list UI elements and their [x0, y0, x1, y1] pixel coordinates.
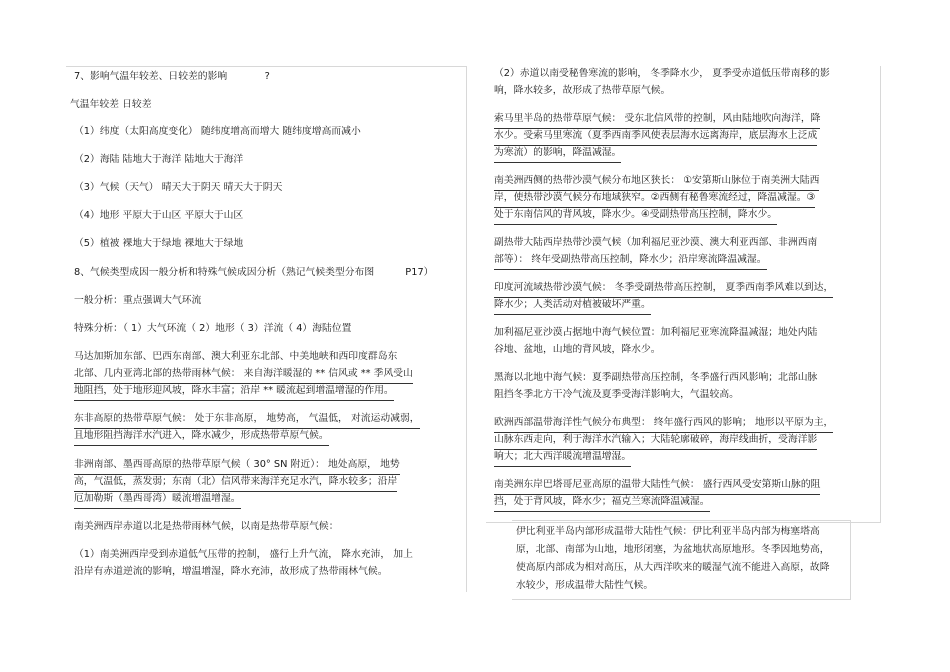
- rainforest-line-3: 地阻挡，处于地形迎风坡，降水丰富；沿岸 ** 暖流起到增温增湿的作用。: [74, 383, 394, 401]
- special-analysis: 特殊分析：（ 1）大气环流（ 2）地形（ 3）洋流（ 4）海陆位置: [74, 323, 352, 334]
- sa-west-coast-2-line-2: 响，降水较多，故形成了热带草原气候。: [494, 85, 671, 96]
- q7-item-5: （5）植被 裸地大于绿地 裸地大于绿地: [74, 238, 244, 249]
- subtropical-desert-line-1: 副热带大陆西岸热带沙漠气候（加利福尼亚沙漠、澳大利亚西部、非洲西南: [494, 237, 818, 248]
- q7-item-4: （4）地形 平原大于山区 平原大于山区: [74, 210, 244, 221]
- patagonia-line-1: 南美洲东岸巴塔哥尼亚高原的温带大陆性气候： 盛行西风受安第斯山脉的阻: [494, 477, 820, 495]
- south-africa-line-1: 非洲南部、墨西哥高原的热带草原气候（ 30° SN 附近）： 地处高原， 地势: [74, 457, 400, 475]
- black-sea-line-1: 黑海以北地中海气候：夏季副热带高压控制，冬季盛行西风影响；北部山脉: [494, 372, 818, 383]
- east-africa-line-2: 且地形阻挡海洋水汽进入，降水减少，形成热带草原气候。: [74, 428, 329, 446]
- indus-line-1: 印度河流域热带沙漠气候： 冬季受副热带高压控制， 夏季西南季风难以到达，: [494, 280, 833, 298]
- q8-page-ref: P17）: [405, 267, 434, 278]
- rainforest-line-1: 马达加斯加东部、巴西东南部、澳大利亚东北部、中美地峡和西印度群岛东: [74, 351, 398, 362]
- sa-west-coast-heading: 南美洲西岸赤道以北是热带雨林气候，以南是热带草原气候：: [74, 521, 339, 532]
- general-analysis: 一般分析：重点强调大气环流: [74, 295, 202, 306]
- subtropical-desert-line-2: 部等）： 终年受副热带高压控制，降水少；沿岸寒流降温减湿。: [494, 252, 767, 270]
- iberia-line-2: 原，北部、南部为山地，地形闭塞，为盆地状高原地形。冬季因地势高，: [516, 544, 830, 555]
- iberia-line-4: 水较少，形成温带大陆性气候。: [516, 580, 654, 591]
- somalia-line-3: 为寒流）的影响，降温减湿。: [494, 145, 621, 163]
- q7-title-line: [74, 69, 270, 86]
- right-column: [486, 66, 881, 523]
- rainforest-line-2: 北部、几内亚湾北部的热带雨林气候： 来自海洋暖湿的 ** 信风或 ** 季风受山: [74, 366, 413, 384]
- q7-subtitle: 气温年较差 日较差: [70, 99, 152, 110]
- iberia-box: [512, 520, 851, 600]
- somalia-line-1: 索马里半岛的热带草原气候： 受东北信风带的控制，风由陆地吹向海洋，降: [494, 111, 820, 129]
- q7-item-1: （1）纬度（太阳高度变化） 随纬度增高而增大 随纬度增高而减小: [74, 126, 361, 137]
- atacama-line-1: 南美洲西侧的热带沙漠气候分布地区狭长： ①安第斯山脉位于南美洲大陆西: [494, 173, 819, 191]
- east-africa-line-1: 东非高原的热带草原气候： 处于东非高原， 地势高， 气温低， 对流运动减弱，: [74, 411, 420, 429]
- q8-title: 8、气候类型成因一般分析和特殊气候成因分析（熟记气候类型分布图: [74, 267, 375, 278]
- left-column: [66, 66, 467, 592]
- sa-west-coast-1-line-2: 沿岸有赤道逆流的影响，增温增湿，降水充沛，故形成了热带雨林气候。: [74, 566, 388, 577]
- west-europe-line-2: 山脉东西走向，利于海洋水汽输入；大陆轮廓破碎，海岸线曲折，受海洋影: [494, 432, 817, 450]
- iberia-line-1: 伊比利亚半岛内部形成温带大陆性气候：伊比利亚半岛内部为梅塞塔高: [516, 526, 820, 537]
- q7-mark: ?: [264, 71, 270, 82]
- iberia-line-3: 使高原内部成为相对高压，从大西洋吹来的暖湿气流不能进入高原，故降: [516, 562, 830, 573]
- west-europe-line-1: 欧洲西部温带海洋性气候分布典型： 终年盛行西风的影响； 地形以平原为主，: [494, 415, 833, 433]
- west-europe-line-3: 响大；北大西洋暖流增温增湿。: [494, 449, 631, 467]
- somalia-line-2: 水少。受索马里寒流（夏季西南季风使表层海水远离海岸，底层海水上泛成: [494, 128, 817, 146]
- q7-item-2: （2）海陆 陆地大于海洋 陆地大于海洋: [74, 154, 244, 165]
- atacama-line-2: 岸，使热带沙漠气候分布地域狭窄。②西侧有秘鲁寒流经过，降温减湿。③: [494, 190, 815, 208]
- q7-item-3: （3）气候（天气） 晴天大于阴天 晴天大于阴天: [74, 182, 283, 193]
- q8-title-line: [74, 265, 433, 282]
- atacama-line-3: 处于东南信风的背风坡，降水少。④受副热带高压控制，降水少。: [494, 207, 777, 225]
- south-africa-line-3: 厄加勒斯（墨西哥湾）暖流增温增湿。: [74, 491, 241, 509]
- q7-title: 7、影响气温年较差、日较差的影响: [74, 71, 228, 82]
- patagonia-line-2: 挡，处于背风坡，降水少；福克兰寒流降温减湿。: [494, 494, 710, 512]
- california-line-1: 加利福尼亚沙漠占据地中海气候位置：加利福尼亚寒流降温减湿；地处内陆: [494, 327, 818, 338]
- indus-line-2: 降水少；人类活动对植被破坏严重。: [494, 297, 651, 315]
- sa-west-coast-1-line-1: （1）南美洲西岸受到赤道低气压带的控制， 盛行上升气流， 降水充沛， 加上: [74, 549, 413, 560]
- california-line-2: 谷地、盆地，山地的背风坡，降水少。: [494, 344, 661, 355]
- black-sea-line-2: 阻挡冬季北方干冷气流及夏季受海洋影响大，气温较高。: [494, 389, 739, 400]
- sa-west-coast-2-line-1: （2）赤道以南受秘鲁寒流的影响， 冬季降水少， 夏季受赤道低压带南移的影: [494, 68, 830, 79]
- south-africa-line-2: 高，气温低，蒸发弱；东南（北）信风带来海洋充足水汽，降水较多；沿岸: [74, 474, 397, 492]
